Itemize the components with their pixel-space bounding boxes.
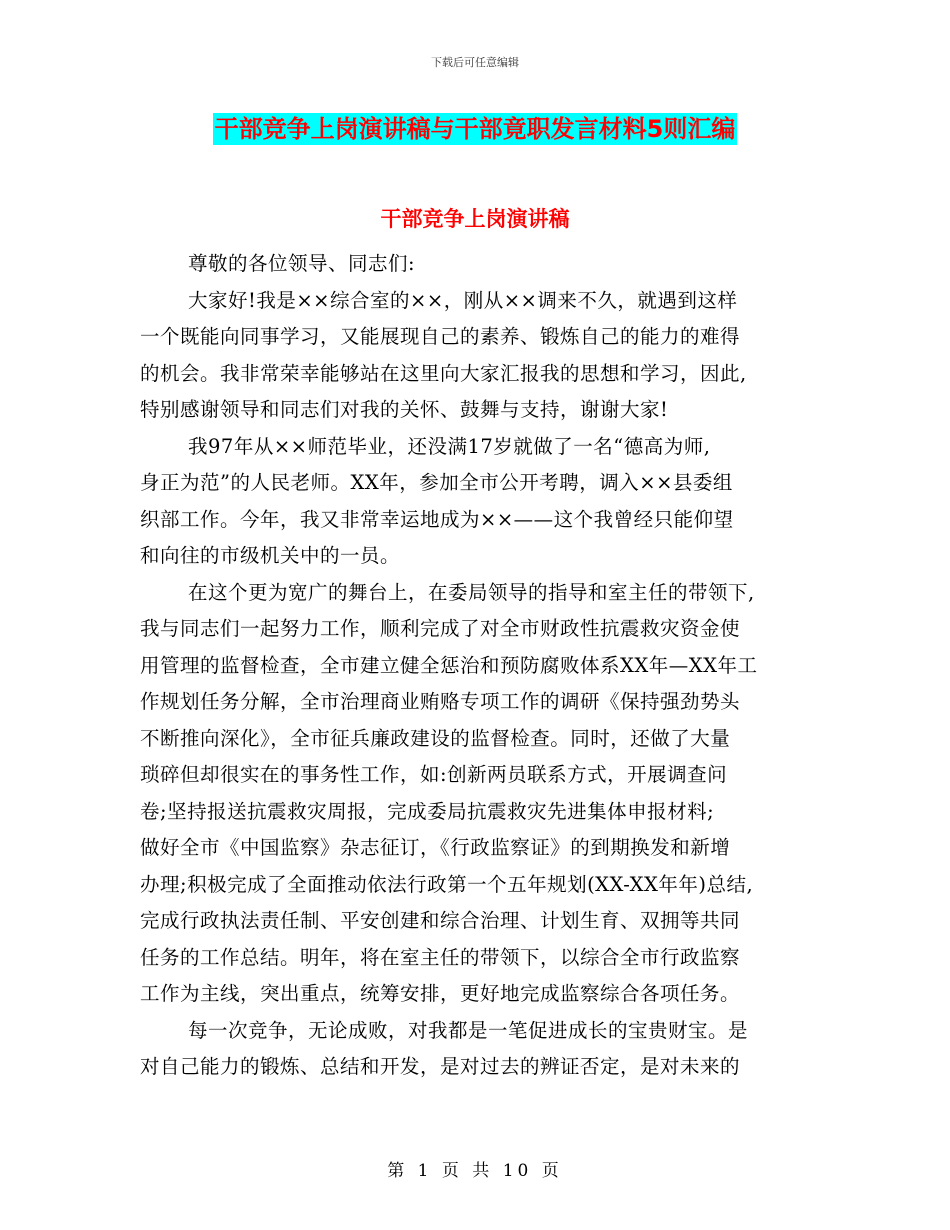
text-line: 我97年从××师范毕业，还没满17岁就做了一名“德高为师, (188, 434, 711, 458)
text-line: 琐碎但却很实在的事务性工作，如:创新两员联系方式，开展调查问 (140, 763, 728, 786)
page-footer: 第 1 页 共 10 页 (387, 1161, 563, 1181)
header-note: 下载后可任意编辑 (431, 56, 519, 69)
text-line: 每一次竞争，无论成败，对我都是一笔促进成长的宝贵财宝。是 (188, 1018, 749, 1042)
text-line: 用管理的监督检查，全市建立健全惩治和预防腐败体系XX年—XX年工 (140, 653, 758, 677)
text-line: 在这个更为宽广的舞台上，在委局领导的指导和室主任的带领下, (188, 580, 755, 604)
text-line: 做好全市《中国监察》杂志征订，《行政监察证》的到期换发和新增 (140, 836, 731, 859)
text-line: 特别感谢领导和同志们对我的关怀、鼓舞与支持，谢谢大家! (140, 398, 669, 421)
text-line: 完成行政执法责任制、平安创建和综合治理、计划生育、双拥等共同 (140, 909, 741, 932)
section-title: 干部竞争上岗演讲稿 (380, 207, 570, 231)
text-line: 卷;坚持报送抗震救灾周报，完成委局抗震救灾先进集体申报材料; (140, 799, 715, 823)
main-title: 干部竞争上岗演讲稿与干部竟职发言材料5则汇编 (214, 115, 736, 143)
text-line: 任务的工作总结。明年，将在室主任的带领下，以综合全市行政监察 (140, 945, 741, 969)
text-line: 工作为主线，突出重点，统筹安排，更好地完成监察综合各项任务。 (140, 982, 741, 1005)
text-line: 我与同志们一起努力工作，顺利完成了对全市财政性抗震救灾资金使 (140, 617, 741, 640)
text-line: 的机会。我非常荣幸能够站在这里向大家汇报我的思想和学习，因此, (140, 361, 747, 385)
body-text (140, 246, 830, 1086)
text-line: 和向往的市级机关中的一员。 (140, 544, 401, 567)
text-line: 不断推向深化》，全市征兵廉政建设的监督检查。同时，还做了大量 (140, 726, 731, 750)
text-line: 大家好!我是××综合室的××，刚从××调来不久，就遇到这样 (188, 288, 738, 312)
text-line: 一个既能向同事学习，又能展现自己的素养、锻炼自己的能力的难得 (140, 325, 741, 348)
text-line: 对自己能力的锻炼、总结和开发，是对过去的辨证否定，是对未来的 (140, 1055, 741, 1078)
text-line: 织部工作。今年，我又非常幸运地成为××——这个我曾经只能仰望 (140, 507, 734, 531)
text-line: 办理;积极完成了全面推动依法行政第一个五年规划(XX-XX年年)总结, (140, 872, 754, 896)
main-title-wrap (0, 113, 950, 145)
text-line: 身正为范”的人民老师。XX年，参加全市公开考聘，调入××县委组 (140, 471, 733, 494)
text-line: 尊敬的各位领导、同志们: (188, 252, 416, 275)
text-line: 作规划任务分解，全市治理商业贿赂专项工作的调研《保持强劲势头 (140, 690, 741, 713)
